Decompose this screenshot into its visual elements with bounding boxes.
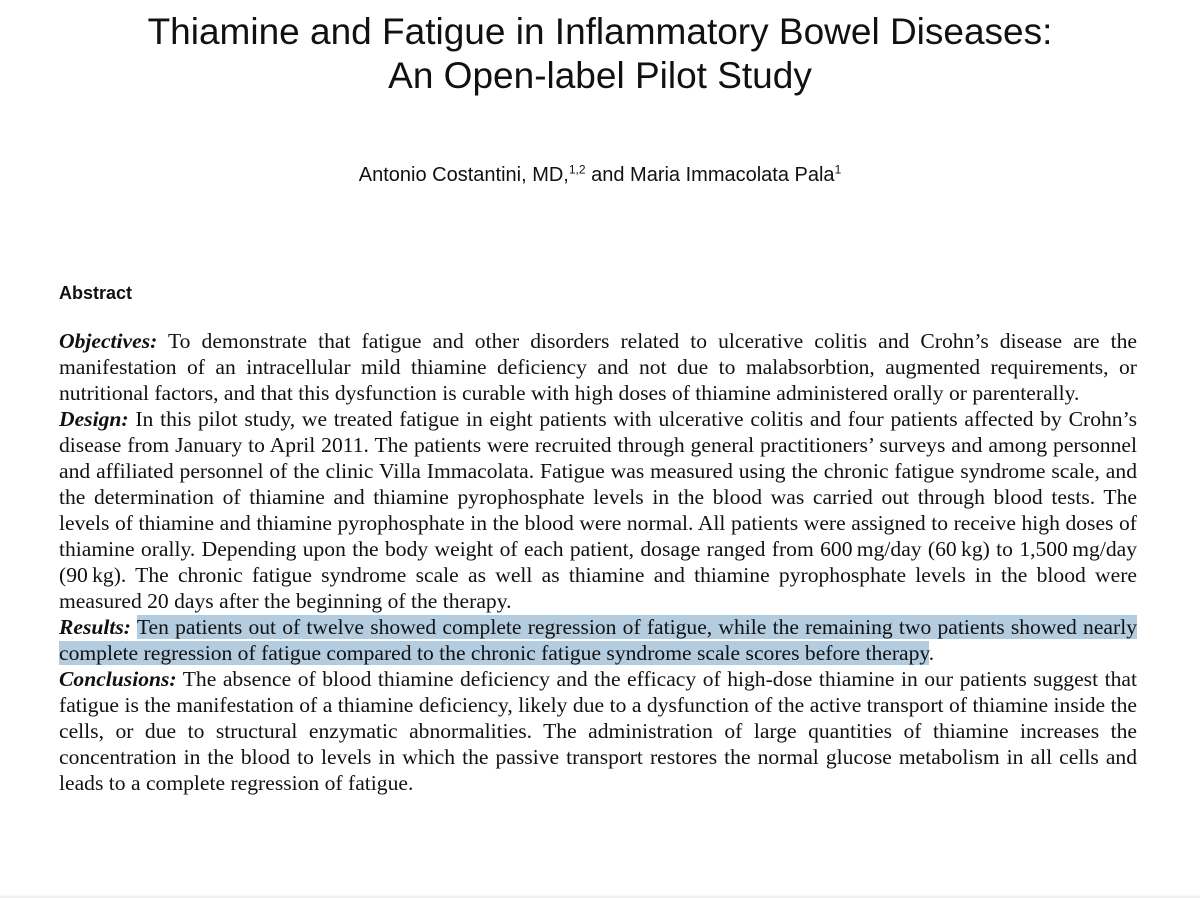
author-affiliation: 1 <box>834 162 842 177</box>
title-line-1: Thiamine and Fatigue in Inflammatory Bowel Diseases: <box>147 11 1053 52</box>
results-trailing: . <box>928 641 935 665</box>
conclusions-label: Conclusions: <box>59 667 177 691</box>
abstract-body <box>59 328 1137 796</box>
results-paragraph <box>59 614 1137 666</box>
text-selection-highlight[interactable]: Ten patients out of twelve showed complete regression of fatigue, while the remaining two patients showed nearly complete regression of fatigue compared to the chronic fatigue syndrome scale scores before therapy <box>59 615 1137 665</box>
conclusions-text: The absence of blood thiamine deficiency and the efficacy of high-dose thiamine in our patients suggest that fatigue is the manifestation of a thiamine deficiency, likely due to a dysfunction of the active transport of thiamine inside the cells, or due to structural enzymatic abnormalities. The administration of large quantities of thiamine increases the concentration in the blood to levels in which the passive transport restores the normal glucose metabolism in all cells and leads to a complete regression of fatigue. <box>59 667 1137 795</box>
abstract-heading: Abstract <box>59 283 133 303</box>
design-text: In this pilot study, we treated fatigue in eight patients with ulcerative colitis and four patients affected by Crohn’s disease from January to April 2011. The patients were recruited through general practitioners’ surveys and among personnel and affiliated personnel of the clinic Villa Immacolata. Fatigue was measured using the chronic fatigue syndrome scale, and the determination of thiamine and thiamine pyrophosphate levels in the blood was carried out through blood tests. The levels of thiamine and thiamine pyrophosphate in the blood were normal. All patients were assigned to receive high doses of thiamine orally. Depending upon the body weight of each patient, dosage ranged from 600 mg/day (60 kg) to 1,500 mg/day (90 kg). The chronic fatigue syndrome scale as well as thiamine and thiamine pyrophosphate levels in the blood were measured 20 days after the beginning of the therapy. <box>59 407 1137 613</box>
author-conjunction: and <box>585 164 631 186</box>
author-affiliation: 1,2 <box>568 162 586 177</box>
author-name: Maria Immacolata Pala <box>630 164 835 186</box>
design-paragraph <box>59 406 1137 614</box>
title-line-2: An Open-label Pilot Study <box>388 55 812 96</box>
conclusions-paragraph <box>59 666 1137 796</box>
author-name: Antonio Costantini, MD, <box>358 164 569 186</box>
objectives-paragraph <box>59 328 1137 406</box>
author-list <box>0 160 1200 190</box>
objectives-label: Objectives: <box>59 329 158 353</box>
page-bottom-edge <box>0 894 1200 898</box>
objectives-text: To demonstrate that fatigue and other disorders related to ulcerative colitis and Crohn’s disease are the manifestation of an intracellular mild thiamine deficiency and not due to malabsorbtion, augmented requirements, or nutritional factors, and that this dysfunction is curable with high doses of thiamine administered orally or parenterally. <box>59 329 1137 405</box>
design-label: Design: <box>59 407 129 431</box>
results-label: Results: <box>59 615 131 639</box>
paper-title <box>0 10 1200 98</box>
results-lead <box>131 615 137 639</box>
